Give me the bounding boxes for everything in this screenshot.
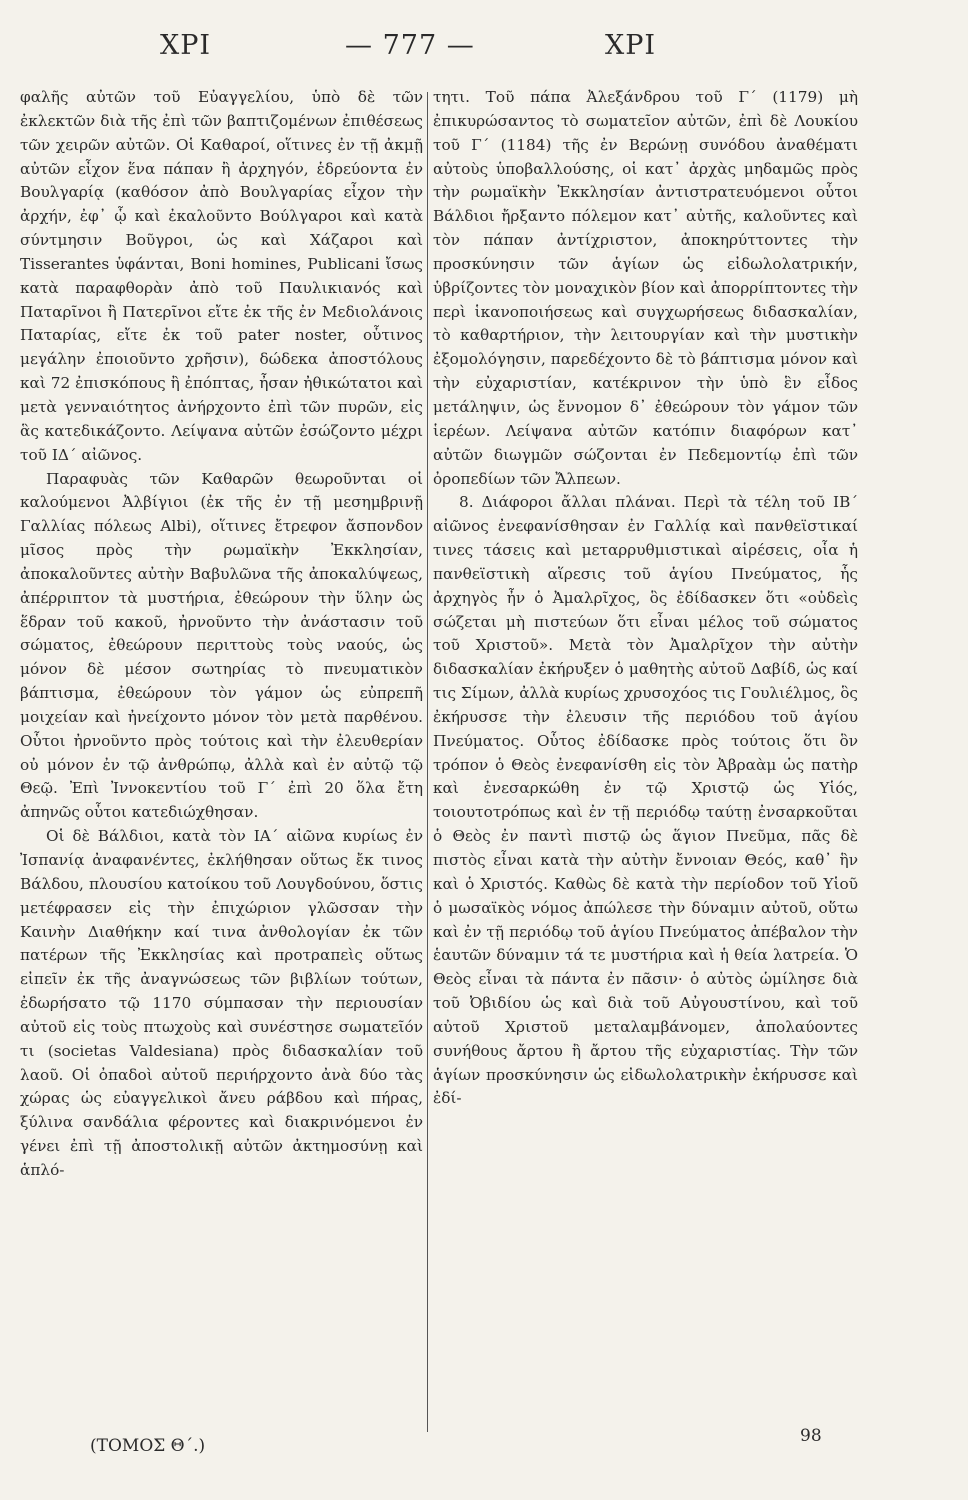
paragraph: Παραφυὰς τῶν Καθαρῶν θεωροῦνται οἱ καλούμενοι Ἀλβίγιοι (ἐκ τῆς ἐν τῇ μεσημβρινῇ Γαλλίας πόλεως Albi), οἵτινες ἔτρεφον ἄσπονδον μῖσος πρὸς τὴν ρωμαϊκὴν Ἐκκλησίαν, ἀποκαλοῦντες αὐτὴν Βαβυλῶνα τῆς ἀποκαλύψεως, ἀπέρριπτον τὰ μυστήρια, ἐθεώρουν τὴν ὕλην ὡς ἕδραν τοῦ κακοῦ, ἠρνοῦντο τὴν ἀνάστασιν τοῦ σώματος, ἐθεώρουν περιττοὺς τοὺς ναούς, ὡς μόνον δὲ μέσον σωτηρίας τὸ πνευματικὸν βάπτισμα, ἐθεώρουν τὸν γάμον ὡς εὐπρεπῆ μοιχείαν καὶ ἠνείχοντο μόνον τὸν μετὰ παρθένου. Οὗτοι ἠρνοῦντο πρὸς τούτοις καὶ τὴν ἐλευθερίαν οὐ μόνον ἐν τῷ ἀνθρώπῳ, ἀλλὰ καὶ ἐν αὐτῷ τῷ Θεῷ. Ἐπὶ Ἰννοκεντίου τοῦ Γ´ ἐπὶ 20 ὅλα ἔτη ἀπηνῶς οὗτοι κατεδιώχθησαν. — [20, 469, 423, 822]
right-column — [433, 86, 858, 1431]
signature-number: 98 — [800, 1426, 822, 1446]
paragraph: 8. Διάφοροι ἄλλαι πλάναι. Περὶ τὰ τέλη τοῦ ΙΒ´ αἰῶνος ἐνεφανίσθησαν ἐν Γαλλίᾳ καὶ πανθεϊστικαί τινες τάσεις καὶ μεταρρυθμιστικαὶ αἱρέσεις, οἷα ἡ πανθεϊστικὴ αἵρεσις τοῦ ἁγίου Πνεύματος, ἧς ἀρχηγὸς ἦν ὁ Ἀμαλρῖχος, ὃς ἐδίδασκεν ὅτι «οὐδεὶς σώζεται μὴ πιστεύων ὅτι εἶναι μέλος τοῦ σώματος τοῦ Χριστοῦ». Μετὰ τὸν Ἀμαλρῖχον τὴν αὐτὴν διδασκαλίαν ἐκήρυξεν ὁ μαθητὴς αὐτοῦ Δαβίδ, ὡς καί τις Σίμων, ἀλλὰ κυρίως χρυσοχόος τις Γουλιέλμος, ὃς ἐκήρυσσε τὴν ἐλευσιν τῆς περιόδου τοῦ ἁγίου Πνεύματος. Οὗτος ἐδίδασκε πρὸς τούτοις ὅτι ὃν τρόπον ὁ Θεὸς ἐνεφανίσθη εἰς τὸν Ἀβραὰμ ὡς πατὴρ καὶ ἐνεσαρκώθη ἐν τῷ Χριστῷ ὡς Υἱός, τοιουτοτρόπως καὶ ἐν τῇ περιόδῳ ταύτῃ ἐνσαρκοῦται ὁ Θεὸς ἐν παντὶ πιστῷ ὡς ἅγιον Πνεῦμα, πᾶς δὲ πιστὸς εἶναι κατὰ τὴν αὐτὴν ἔννοιαν Θεός, καθ᾽ ἣν καὶ ὁ Χριστός. Καθὼς δὲ κατὰ τὴν περίοδον τοῦ Υἱοῦ ὁ μωσαϊκὸς νόμος ἀπώλεσε τὴν δύναμιν αὐτοῦ, οὕτω καὶ ἐν τῇ περιόδῳ τοῦ ἁγίου Πνεύματος ἀπέβαλον τὴν ἑαυτῶν δύναμιν τά τε μυστήρια καὶ ἡ θεία λατρεία. Ὁ Θεὸς εἶναι τὰ πάντα ἐν πᾶσιν· ὁ αὐτὸς ὡμίλησε διὰ τοῦ Ὀβιδίου ὡς καὶ διὰ τοῦ Αὐγουστίνου, καὶ τοῦ αὐτοῦ Χριστοῦ μεταλαμβάνομεν, ἀπολαύοντες συνήθους ἄρτου ἢ ἄρτου τῆς εὐχαριστίας. Τὴν τῶν ἁγίων προσκύνησιν ὡς εἰδωλολατρικὴν ἐκήρυσσε καὶ ἐδί- — [433, 493, 858, 1108]
page-header — [150, 30, 770, 80]
left-column — [20, 86, 423, 1431]
running-head-left: ΧΡΙ — [160, 30, 212, 61]
running-head-right: ΧΡΙ — [605, 30, 657, 61]
volume-label: (ΤΟΜΟΣ Θ´.) — [90, 1436, 206, 1456]
column-divider — [427, 92, 428, 1432]
paragraph: τητι. Τοῦ πάπα Ἀλεξάνδρου τοῦ Γ´ (1179) μὴ ἐπικυρώσαντος τὸ σωματεῖον αὐτῶν, ἐπὶ δὲ Λουκίου τοῦ Γ´ (1184) τῆς ἐν Βερώνῃ συνόδου ἀναθέματι αὐτοὺς ὑποβαλλούσης, οἱ κατ᾽ ἀρχὰς μηδαμῶς πρὸς τὴν ρωμαϊκὴν Ἐκκλησίαν ἀντιστρατευόμενοι οὗτοι Βάλδιοι ἤρξαντο πόλεμον κατ᾽ αὐτῆς, καλοῦντες καὶ τὸν πάπαν ἀντίχριστον, ἀποκηρύττοντες τὴν προσκύνησιν τῶν ἁγίων ὡς εἰδωλολατρικήν, ὑβρίζοντες τὸν μοναχικὸν βίον καὶ ἀπορρίπτοντες τὴν περὶ ἱκανοποιήσεως καὶ συγχωρήσεως διδασκαλίαν, τὸ καθαρτήριον, τὴν λειτουργίαν καὶ τὴν μυστικὴν ἐξομολόγησιν, παρεδέχοντο δὲ τὸ βάπτισμα μόνον καὶ τὴν εὐχαριστίαν, κατέκρινον τὴν ὑπὸ ἓν εἶδος μετάληψιν, ὡς ἔννομον δ᾽ ἐθεώρουν τὸν γάμον τῶν ἱερέων. Λείψανα αὐτῶν κατόπιν διαφόρων κατ᾽ αὐτῶν διωγμῶν σώζονται ἐν Πεδεμοντίῳ ἐπὶ τῶν ὀροπεδίων τῶν Ἄλπεων. — [433, 88, 858, 488]
page-number-header: — 777 — — [345, 30, 475, 61]
paragraph: φαλῆς αὐτῶν τοῦ Εὐαγγελίου, ὑπὸ δὲ τῶν ἐκλεκτῶν διὰ τῆς ἐπὶ τῶν βαπτιζομένων ἐπιθέσεως τῶν χειρῶν αὐτῶν. Οἱ Καθαροί, οἵτινες ἐν τῇ ἀκμῇ αὐτῶν εἶχον ἕνα πάπαν ἢ ἀρχηγόν, ἑδρεύοντα ἐν Βουλγαρίᾳ (καθόσον ἀπὸ Βουλγαρίας εἶχον τὴν ἀρχήν, ἐφ᾽ ᾧ καὶ ἐκαλοῦντο Βούλγαροι καὶ κατὰ σύντμησιν Βοῦγροι, ὡς καὶ Χάζαροι καὶ Tisserantes ὑφάνται, Boni homines, Publicani ἴσως κατὰ παραφθορὰν ἀπὸ τοῦ Παυλικιανός καὶ Παταρῖνοι ἢ Πατερῖνοι εἴτε ἐκ τῆς ἐν Μεδιολάνοις Παταρίας, εἴτε ἐκ τοῦ pater noster, οὗτινος μεγάλην ἐποιοῦντο χρῆσιν), δώδεκα ἀποστόλους καὶ 72 ἐπισκόπους ἢ ἐπόπτας, ἦσαν ἠθικώτατοι καὶ μετὰ γενναιότητος ἀνήρχοντο ἐπὶ τῶν πυρῶν, εἰς ἃς κατεδικάζοντο. Λείψανα αὐτῶν ἐσώζοντο μέχρι τοῦ ΙΔ´ αἰῶνος. — [20, 88, 423, 464]
paragraph: Οἱ δὲ Βάλδιοι, κατὰ τὸν ΙΑ´ αἰῶνα κυρίως ἐν Ἰσπανίᾳ ἀναφανέντες, ἐκλήθησαν οὕτως ἔκ τινος Βάλδου, πλουσίου κατοίκου τοῦ Λουγδούνου, ὅστις μετέφρασεν εἰς τὴν ἐπιχώριον γλῶσσαν τὴν Καινὴν Διαθήκην καί τινα ἀνθολογίαν ἐκ τῶν πατέρων τῆς Ἐκκλησίας καὶ προτραπεὶς οὕτως εἰπεῖν ἐκ τῆς ἀναγνώσεως τῶν βιβλίων τούτων, ἐδωρήσατο τῷ 1170 σύμπασαν τὴν περιουσίαν αὐτοῦ εἰς τοὺς πτωχοὺς καὶ συνέστησε σωματεῖόν τι (societas Valdesiana) πρὸς διδασκαλίαν τοῦ λαοῦ. Οἱ ὀπαδοὶ αὐτοῦ περιήρχοντο ἀνὰ δύο τὰς χώρας ὡς εὐαγγελικοὶ ἄνευ ράβδου καὶ πήρας, ξύλινα σανδάλια φέροντες καὶ διακρινόμενοι ἐν γένει ἐπὶ τῇ ἀποστολικῇ αὐτῶν ἀκτημοσύνῃ καὶ ἁπλό- — [20, 827, 423, 1179]
